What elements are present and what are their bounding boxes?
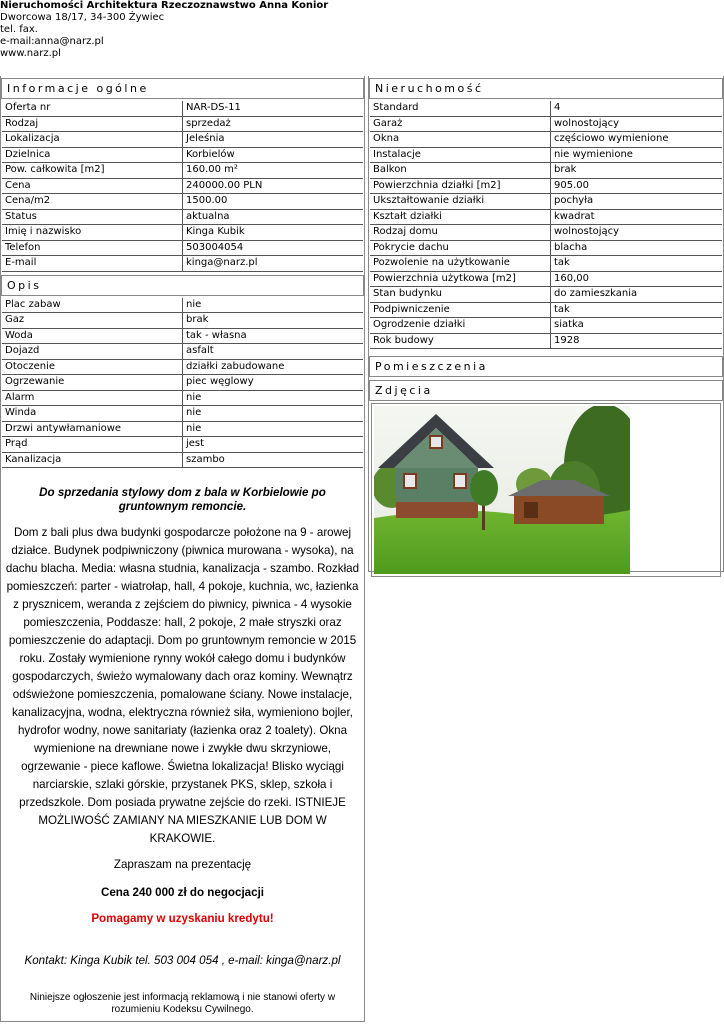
property-table (370, 101, 722, 349)
general-info-row (2, 210, 363, 226)
right-column (368, 76, 724, 572)
general-info-label: Lokalizacja (2, 132, 183, 148)
feature-label: Plac zabaw (2, 298, 183, 314)
description-block (1, 486, 364, 1016)
property-attr-row (370, 179, 722, 195)
property-attr-row (370, 101, 722, 117)
feature-label: Drzwi antywłamaniowe (2, 422, 183, 438)
property-attr-label: Okna (370, 132, 551, 148)
property-attr-value: wolnostojący (551, 117, 722, 133)
agency-phone: tel. fax. (0, 24, 38, 35)
property-attr-row (370, 148, 722, 164)
general-info-label: Cena (2, 179, 183, 195)
agency-email[interactable]: e-mail:anna@narz.pl (0, 36, 104, 47)
description-invite: Zapraszam na prezentację (113, 858, 252, 871)
feature-row (2, 313, 363, 329)
agency-website[interactable]: www.narz.pl (0, 48, 61, 59)
feature-row (2, 406, 363, 422)
property-attr-value: pochyła (551, 194, 722, 210)
general-info-value: kinga@narz.pl (183, 256, 363, 272)
feature-row (2, 298, 363, 314)
property-attr-value: wolnostojący (551, 225, 722, 241)
feature-value: nie (183, 298, 363, 314)
general-info-value: aktualna (183, 210, 363, 226)
general-info-row (2, 194, 363, 210)
feature-value: piec węglowy (183, 375, 363, 391)
section-title-rooms: Pomieszczenia (369, 356, 723, 377)
feature-row (2, 437, 363, 453)
general-info-row (2, 225, 363, 241)
property-attr-value: blacha (551, 241, 722, 257)
left-column (0, 76, 365, 1022)
section-title-general: Informacje ogólne (1, 78, 364, 99)
property-attr-row (370, 163, 722, 179)
description-title: Do sprzedania stylowy dom z bala w Korbielowie po gruntownym remoncie. (39, 486, 326, 513)
section-title-property: Nieruchomość (369, 78, 723, 99)
property-attr-row (370, 318, 722, 334)
feature-row (2, 360, 363, 376)
property-attr-value: do zamieszkania (551, 287, 722, 303)
feature-label: Prąd (2, 437, 183, 453)
property-attr-label: Stan budynku (370, 287, 551, 303)
property-attr-value: brak (551, 163, 722, 179)
property-attr-label: Ogrodzenie działki (370, 318, 551, 334)
feature-row (2, 375, 363, 391)
property-attr-label: Garaż (370, 117, 551, 133)
general-info-value: Jeleśnia (183, 132, 363, 148)
feature-value: nie (183, 406, 363, 422)
general-info-row (2, 241, 363, 257)
feature-label: Winda (2, 406, 183, 422)
feature-label: Ogrzewanie (2, 375, 183, 391)
property-attr-label: Ukształtowanie działki (370, 194, 551, 210)
feature-label: Dojazd (2, 344, 183, 360)
property-attr-value: nie wymienione (551, 148, 722, 164)
general-info-label: Status (2, 210, 183, 226)
property-attr-value: 4 (551, 101, 722, 117)
feature-value: jest (183, 437, 363, 453)
general-info-row (2, 117, 363, 133)
general-info-value: NAR-DS-11 (183, 101, 363, 117)
property-attr-row (370, 287, 722, 303)
general-info-label: Imię i nazwisko (2, 225, 183, 241)
property-attr-value: tak (551, 256, 722, 272)
property-attr-row (370, 194, 722, 210)
general-info-value: 240000.00 PLN (183, 179, 363, 195)
property-attr-label: Rodzaj domu (370, 225, 551, 241)
property-attr-row (370, 241, 722, 257)
general-info-value: Korbielów (183, 148, 363, 164)
property-attr-label: Balkon (370, 163, 551, 179)
feature-label: Alarm (2, 391, 183, 407)
property-attr-value: 905.00 (551, 179, 722, 195)
general-info-label: Telefon (2, 241, 183, 257)
general-info-row (2, 132, 363, 148)
general-info-row (2, 148, 363, 164)
property-attr-row (370, 210, 722, 226)
general-info-row (2, 256, 363, 272)
features-table (2, 298, 363, 469)
feature-row (2, 391, 363, 407)
general-info-label: E-mail (2, 256, 183, 272)
property-attr-label: Rok budowy (370, 334, 551, 350)
property-attr-value: częściowo wymienione (551, 132, 722, 148)
property-attr-label: Pozwolenie na użytkowanie (370, 256, 551, 272)
property-attr-row (370, 256, 722, 272)
property-attr-label: Podpiwniczenie (370, 303, 551, 319)
feature-value: szambo (183, 453, 363, 469)
feature-value: nie (183, 391, 363, 407)
section-title-opis: Opis (1, 275, 364, 296)
general-info-table (2, 101, 363, 272)
property-attr-label: Powierzchnia użytkowa [m2] (370, 272, 551, 288)
description-disclaimer: Niniejsze ogłoszenie jest informacją reklamową i nie stanowi oferty w rozumieniu Kodeksu Cywilnego. (29, 992, 336, 1015)
feature-label: Woda (2, 329, 183, 345)
general-info-row (2, 163, 363, 179)
feature-label: Gaz (2, 313, 183, 329)
general-info-label: Pow. całkowita [m2] (2, 163, 183, 179)
property-attr-row (370, 303, 722, 319)
description-body: Dom z bali plus dwa budynki gospodarcze położone na 9 - arowej działce. Budynek podpiwniczony (piwnica murowana - wysoka), na dachu blacha. Media: własna studnia, kanalizacja - szambo. Rozkład pomieszczeń: parter - wiatrołap, hall, 4 pokoje, kuchnia, wc, łazienka z prysznicem, weranda z zejściem do piwnicy, piwnica - 4 wysokie pomieszczenia, Poddasze: hall, 2 pokoje, 2 małe stryszki oraz pomieszczenie do adaptacji. Dom po gruntownym remoncie w 2015 roku. Zostały wymienione rynny wokół całego domu i budynków gospodarczych, świeżo wymalowany dach oraz kominy. Wewnątrz odświeżone pomieszczenia, pomalowane ściany. Nowe instalacje, kanalizacyjna, wodna, elektryczna również siła, wymieniono bojler, hydrofor wodny, nowe sanitariaty (łazienka oraz 2 toalety). Okna wymienione na drewniane nowe i zwykłe dwu skrzyniowe, ogrzewanie - piece kaflowe. Świetna lokalizacja! Blisko wyciągi narciarskie, szlaki górskie, przystanek PKS, sklep, szkoła i przedszkole. Dom posiada prywatne zejście do rzeki. ISTNIEJE MOŻLIWOŚĆ ZAMIANY NA MIESZKANIE LUB DOM W KRAKOWIE. (5, 526, 360, 845)
property-attr-row (370, 132, 722, 148)
feature-value: nie (183, 422, 363, 438)
general-info-row (2, 179, 363, 195)
feature-row (2, 453, 363, 469)
general-info-label: Cena/m2 (2, 194, 183, 210)
general-info-label: Rodzaj (2, 117, 183, 133)
section-title-photos: Zdjęcia (369, 380, 723, 401)
feature-row (2, 329, 363, 345)
general-info-value: sprzedaż (183, 117, 363, 133)
property-attr-value: 160,00 (551, 272, 722, 288)
general-info-label: Oferta nr (2, 101, 183, 117)
property-attr-label: Instalacje (370, 148, 551, 164)
general-info-value: 160.00 m² (183, 163, 363, 179)
general-info-row (2, 101, 363, 117)
property-attr-value: kwadrat (551, 210, 722, 226)
feature-row (2, 344, 363, 360)
property-attr-value: tak (551, 303, 722, 319)
property-attr-label: Kształt działki (370, 210, 551, 226)
property-attr-label: Powierzchnia działki [m2] (370, 179, 551, 195)
description-contact: Kontakt: Kinga Kubik tel. 503 004 054 , e-mail: kinga@narz.pl (24, 954, 341, 967)
feature-value: asfalt (183, 344, 363, 360)
general-info-value: 503004054 (183, 241, 363, 257)
property-attr-value: 1928 (551, 334, 722, 350)
general-info-label: Dzielnica (2, 148, 183, 164)
description-credit: Pomagamy w uzyskaniu kredytu! (91, 912, 274, 925)
agency-name: Nieruchomości Architektura Rzeczoznawstwo Anna Konior (0, 0, 329, 11)
property-attr-label: Pokrycie dachu (370, 241, 551, 257)
general-info-value: 1500.00 (183, 194, 363, 210)
feature-value: tak - własna (183, 329, 363, 345)
property-attr-row (370, 225, 722, 241)
feature-label: Kanalizacja (2, 453, 183, 469)
property-attr-row (370, 117, 722, 133)
description-price: Cena 240 000 zł do negocjacji (100, 886, 265, 899)
feature-label: Otoczenie (2, 360, 183, 376)
property-attr-row (370, 272, 722, 288)
photo-frame (371, 403, 721, 577)
feature-value: działki zabudowane (183, 360, 363, 376)
house-photo-image (374, 406, 630, 574)
property-attr-value: siatka (551, 318, 722, 334)
feature-value: brak (183, 313, 363, 329)
house-photo[interactable] (374, 406, 630, 574)
property-attr-row (370, 334, 722, 350)
agency-address: Dworcowa 18/17, 34-300 Żywiec (0, 12, 165, 23)
agency-header (0, 0, 400, 60)
property-attr-label: Standard (370, 101, 551, 117)
feature-row (2, 422, 363, 438)
general-info-value: Kinga Kubik (183, 225, 363, 241)
